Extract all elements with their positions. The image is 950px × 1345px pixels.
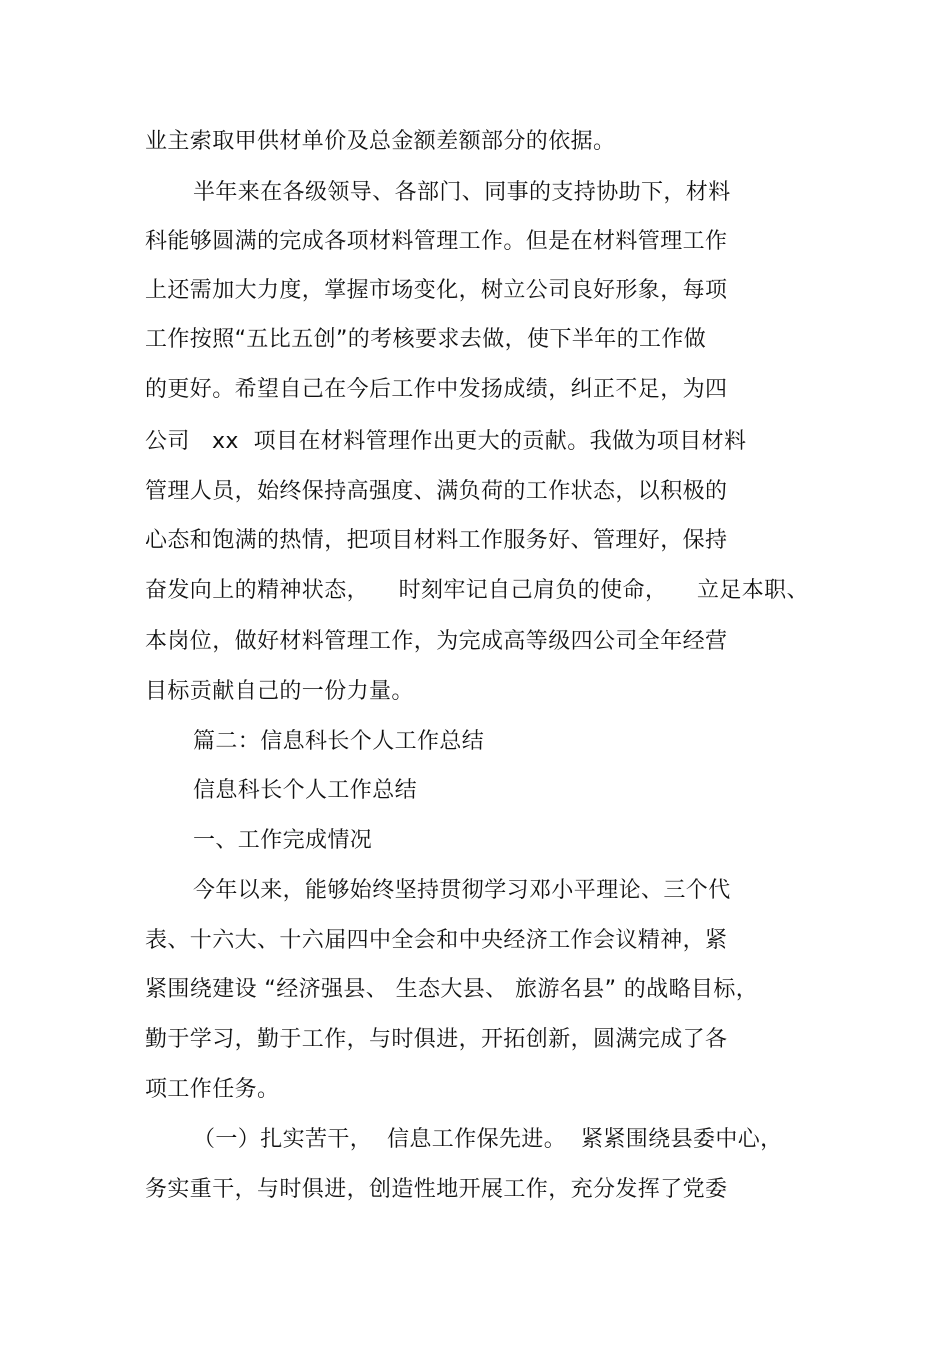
text-line: 公司 xx 项目在材料管理作出更大的贡献。我做为项目材料 xyxy=(145,429,747,454)
text-line: 目标贡献自己的一份力量。 xyxy=(145,679,414,704)
section-heading: 篇二：信息科长个人工作总结 xyxy=(193,729,485,754)
text-line: 工作按照“五比五创”的考核要求去做，使下半年的工作做 xyxy=(145,327,707,352)
paragraph-first-line: 今年以来，能够始终坚持贯彻学习邓小平理论、三个代 xyxy=(193,878,731,903)
text-line: 心态和饱满的热情，把项目材料工作服务好、管理好，保持 xyxy=(145,528,728,553)
paragraph-first-line: 半年来在各级领导、各部门、同事的支持协助下，材料 xyxy=(193,180,731,205)
text-line: 科能够圆满的完成各项材料管理工作。但是在材料管理工作 xyxy=(145,229,728,254)
text-line: 务实重干，与时俱进，创造性地开展工作，充分发挥了党委 xyxy=(145,1177,728,1202)
text-line: 管理人员，始终保持高强度、满负荷的工作状态，以积极的 xyxy=(145,479,728,504)
text-line: 业主索取甲供材单价及总金额差额部分的依据。 xyxy=(145,129,616,154)
text-line: 紧围绕建设 “经济强县、 生态大县、 旅游名县” 的战略目标， xyxy=(145,977,759,1002)
text-line: 奋发向上的精神状态， 时刻牢记自己肩负的使命， 立足本职、 xyxy=(145,578,809,603)
paragraph-first-line: （一）扎实苦干， 信息工作保先进。 紧紧围绕县委中心， xyxy=(193,1127,783,1152)
text-line: 勤于学习，勤于工作，与时俱进，开拓创新，圆满完成了各 xyxy=(145,1027,728,1052)
text-line: 项工作任务。 xyxy=(145,1077,280,1102)
text-line: 上还需加大力度，掌握市场变化，树立公司良好形象，每项 xyxy=(145,278,728,303)
document-title: 信息科长个人工作总结 xyxy=(193,778,418,803)
subsection-heading: 一、工作完成情况 xyxy=(193,828,373,853)
text-line: 的更好。希望自己在今后工作中发扬成绩，纠正不足，为四 xyxy=(145,377,728,402)
text-line: 表、十六大、十六届四中全会和中央经济工作会议精神，紧 xyxy=(145,928,728,953)
text-line: 本岗位，做好材料管理工作，为完成高等级四公司全年经营 xyxy=(145,629,728,654)
